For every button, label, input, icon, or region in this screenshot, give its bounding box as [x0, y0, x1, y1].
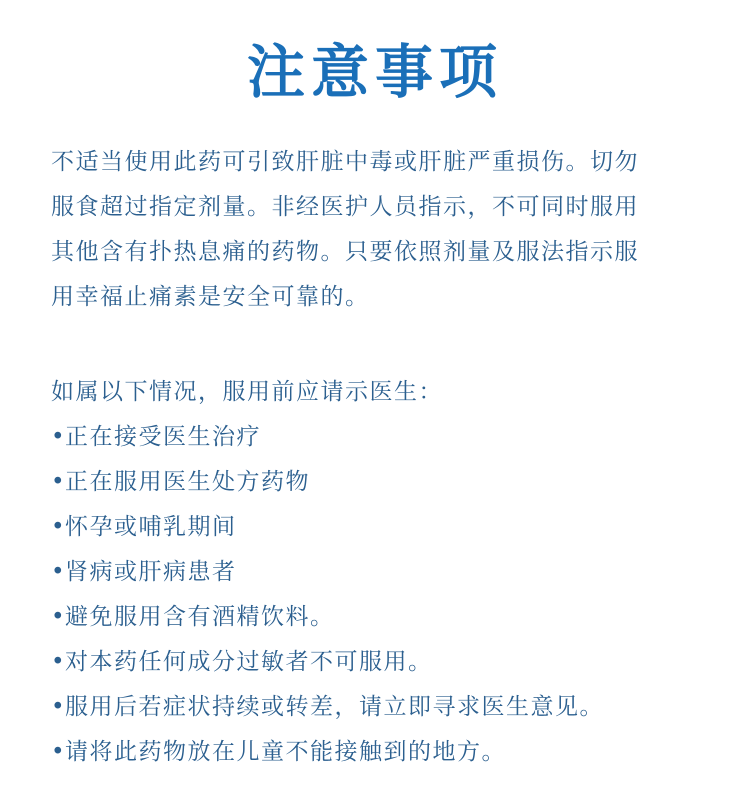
intro-line: 其他含有扑热息痛的药物。只要依照剂量及服法指示服: [51, 239, 639, 265]
intro-line: 用幸福止痛素是安全可靠的。: [51, 284, 370, 310]
bullet-icon: •: [51, 514, 67, 540]
list-item: [51, 685, 721, 730]
intro-paragraph: [51, 140, 716, 320]
bullet-icon: •: [51, 559, 67, 585]
list-item: [51, 460, 721, 505]
list-item: [51, 550, 721, 595]
list-item-text: 服用后若症状持续或转差，请立即寻求医生意见。: [65, 694, 604, 720]
bullet-icon: •: [51, 694, 67, 720]
list-item-text: 对本药任何成分过敏者不可服用。: [65, 649, 433, 675]
list-item: [51, 415, 721, 460]
list-item-text: 请将此药物放在儿童不能接触到的地方。: [65, 739, 506, 765]
list-item: [51, 730, 721, 775]
list-item-text: 肾病或肝病患者: [65, 559, 237, 585]
list-item-text: 正在接受医生治疗: [65, 424, 261, 450]
list-item: [51, 640, 721, 685]
page-title: 注意事项: [246, 38, 503, 106]
precautions-list: [51, 415, 721, 775]
intro-line: 不适当使用此药可引致肝脏中毒或肝脏严重损伤。切勿: [51, 149, 639, 175]
list-item-text: 避免服用含有酒精饮料。: [65, 604, 335, 630]
list-item: [51, 595, 721, 640]
list-item-text: 怀孕或哺乳期间: [65, 514, 237, 540]
consult-doctor-heading: 如属以下情况，服用前应请示医生：: [51, 379, 443, 405]
bullet-icon: •: [51, 604, 67, 630]
bullet-icon: •: [51, 649, 67, 675]
list-item: [51, 505, 721, 550]
list-item-text: 正在服用医生处方药物: [65, 469, 310, 495]
bullet-icon: •: [51, 469, 67, 495]
bullet-icon: •: [51, 424, 67, 450]
bullet-icon: •: [51, 739, 67, 765]
intro-line: 服食超过指定剂量。非经医护人员指示，不可同时服用: [51, 194, 639, 220]
